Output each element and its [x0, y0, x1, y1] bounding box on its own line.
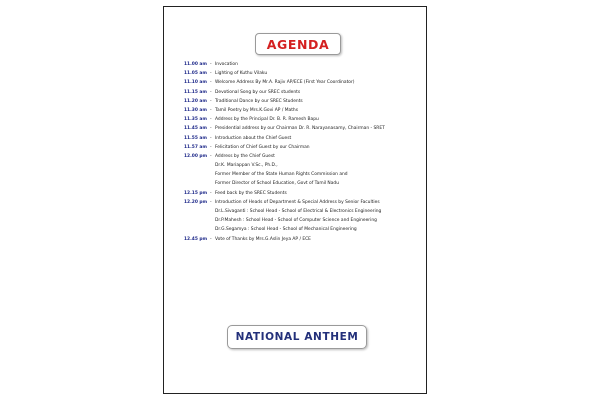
agenda-description: Address by the Principal Dr. B. R. Ramesh Bapu: [215, 117, 319, 123]
agenda-time: 12.20 pm: [184, 199, 208, 205]
separator: -: [210, 236, 212, 242]
separator: -: [210, 190, 212, 196]
separator: -: [210, 71, 212, 77]
separator: -: [210, 62, 212, 67]
agenda-time: 11.10 am: [184, 80, 207, 86]
agenda-item: [184, 115, 424, 124]
agenda-list: [184, 60, 424, 244]
chief-guest-detail: Former Member of the State Human Rights Commission and: [215, 172, 348, 178]
agenda-time: 11.20 am: [184, 98, 207, 104]
agenda-page: [163, 6, 427, 394]
agenda-time: 11.15 am: [184, 89, 207, 95]
agenda-time: 11.57 am: [184, 144, 207, 150]
agenda-item: [184, 60, 424, 69]
agenda-time: 11.00 am: [184, 62, 207, 67]
agenda-time: 11.05 am: [184, 71, 207, 77]
separator: -: [210, 98, 212, 104]
agenda-item: [184, 97, 424, 106]
agenda-time: 12.15 pm: [184, 190, 208, 196]
agenda-time: 11.30 am: [184, 107, 207, 113]
agenda-description: Invocation: [215, 62, 238, 67]
agenda-description: Felicitation of Chief Guest by our Chairman: [215, 144, 310, 150]
agenda-item: [184, 235, 424, 244]
agenda-description: Devotional Song by our SREC students: [215, 89, 301, 95]
agenda-item: [184, 69, 424, 78]
agenda-item: [184, 143, 424, 152]
agenda-item: [184, 78, 424, 87]
separator: -: [210, 89, 212, 95]
separator: -: [210, 153, 212, 159]
agenda-description: Vote of Thanks by Mrs.G.Aslin Jeya AP / ECE: [215, 236, 311, 242]
national-anthem-heading: NATIONAL ANTHEM: [227, 325, 367, 349]
agenda-description: Introduction of Heads of Department & Special Address by Senior Faculties: [215, 199, 380, 205]
school-head-entry: Dr.G.Segamya : School Head - School of Mechanical Engineering: [215, 227, 357, 233]
school-head-entry: Dr.P.Mahesh : School Head - School of Computer Science and Engineering: [215, 218, 377, 224]
agenda-description: Traditional Dance by our SREC Students: [215, 98, 303, 104]
agenda-time: 11.35 am: [184, 117, 207, 123]
agenda-item: [184, 189, 424, 198]
separator: -: [210, 126, 212, 132]
agenda-item: [184, 124, 424, 133]
agenda-item: [184, 134, 424, 143]
agenda-item: [184, 106, 424, 115]
agenda-time: 12.00 pm: [184, 153, 208, 159]
agenda-description: Introduction about the Chief Guest: [215, 135, 292, 141]
agenda-item: [184, 152, 424, 189]
chief-guest-name: Dr.K. Mariappan V.Sc., Ph.D.,: [215, 163, 278, 169]
agenda-description: Feed back by the SREC Students: [215, 190, 287, 196]
separator: -: [210, 107, 212, 113]
agenda-description: Presidential address by our Chairman Dr. R. Narayanasamy, Chairman - SRET: [215, 126, 385, 132]
chief-guest-detail: Former Director of School Education, Govt of Tamil Nadu: [215, 181, 339, 187]
agenda-time: 12.45 pm: [184, 236, 208, 242]
agenda-description: Address by the Chief Guest: [215, 153, 275, 159]
agenda-description: Welcome Address By Mr.A. Rajiv AP/ECE (First Year Coordinator): [215, 80, 355, 86]
school-head-entry: Dr.L.Sivaganti : School Head - School of Electrical & Electronics Engineering: [215, 209, 382, 214]
agenda-time: 11.55 am: [184, 135, 207, 141]
separator: -: [210, 117, 212, 123]
separator: -: [210, 135, 212, 141]
separator: -: [210, 199, 212, 205]
agenda-description: Tamil Poetry by Mrs.K.Govi AP / Maths: [215, 107, 298, 113]
agenda-description: Lighting of Kuthu Vilaku: [215, 71, 268, 77]
agenda-time: 11.45 am: [184, 126, 207, 132]
separator: -: [210, 144, 212, 150]
agenda-item: [184, 88, 424, 97]
agenda-item: [184, 198, 424, 235]
agenda-title: AGENDA: [255, 33, 341, 55]
separator: -: [210, 80, 212, 86]
